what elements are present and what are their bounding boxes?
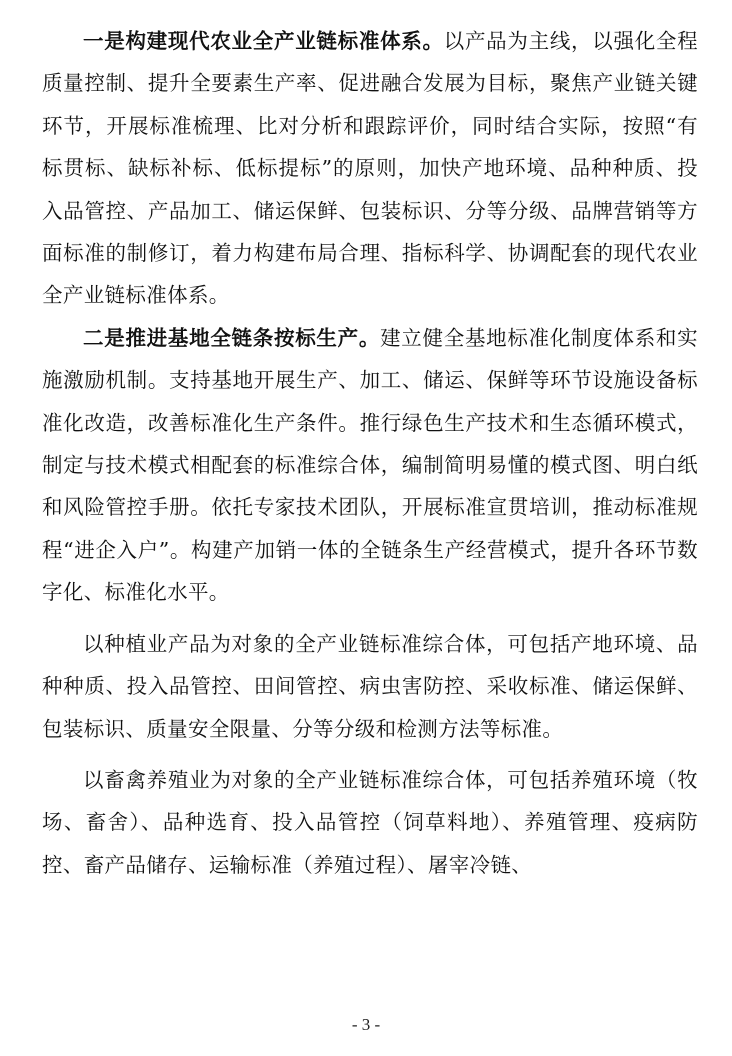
- paragraph-lead-heading: 一是构建现代农业全产业链标准体系。: [83, 29, 444, 53]
- paragraph-text: 建立健全基地标准化制度体系和实施激励机制。支持基地开展生产、加工、储运、保鲜等环节设施设备标准化改造，改善标准化生产条件。推行绿色生产技术和生态循环模式，制定与技术模式相配套的标准综合体，编制简明易懂的模式图、明白纸和风险管控手册。依托专家技术团队，开展标准宣贯培训，推动标准规程“进企入户”。构建产加销一体的全链条生产经营模式，提升各环节数字化、标准化水平。: [42, 325, 698, 605]
- page-number: - 3 -: [351, 1015, 381, 1034]
- document-body: [42, 20, 698, 886]
- paragraph-text: 以产品为主线，以强化全程质量控制、提升全要素生产率、促进融合发展为目标，聚焦产业链关键环节，开展标准梳理、比对分析和跟踪评价，同时结合实际，按照“有标贯标、缺标补标、低标提标”的原则，加快产地环境、品种种质、投入品管控、产品加工、储运保鲜、包装标识、分等分级、品牌营销等方面标准的制修订，着力构建布局合理、指标科学、协调配套的现代农业全产业链标准体系。: [42, 29, 698, 308]
- paragraph-base-production: [42, 317, 698, 614]
- paragraph-text: 以种植业产品为对象的全产业链标准综合体，可包括产地环境、品种种质、投入品管控、田间管控、病虫害防控、采收标准、储运保鲜、包装标识、质量安全限量、分等分级和检测方法等标准。: [42, 631, 698, 741]
- paragraph-standard-system: [42, 20, 698, 317]
- paragraph-planting-standards: [42, 623, 698, 750]
- paragraph-spacer: [42, 750, 698, 759]
- paragraph-livestock-standards: [42, 759, 698, 886]
- paragraph-spacer: [42, 614, 698, 623]
- paragraph-lead-heading: 二是推进基地全链条按标生产。: [83, 325, 381, 350]
- paragraph-text: 以畜禽养殖业为对象的全产业链标准综合体，可包括养殖环境（牧场、畜舍）、品种选育、投入品管控（饲草料地）、养殖管理、疫病防控、畜产品储存、运输标准（养殖过程）、屠宰冷链、: [42, 767, 698, 877]
